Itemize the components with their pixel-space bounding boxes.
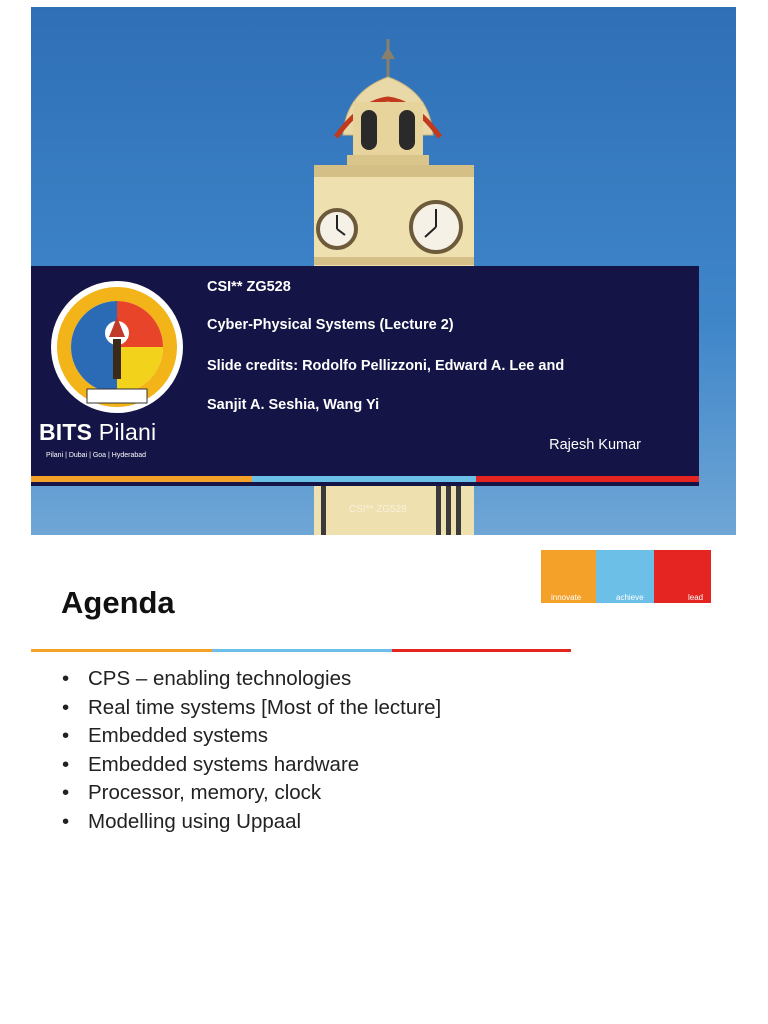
bullet-icon: • <box>62 667 70 690</box>
agenda-list <box>62 665 441 836</box>
list-item <box>62 722 441 751</box>
list-item <box>62 808 441 837</box>
credits-line-2: Sanjit A. Seshia, Wang Yi <box>207 397 380 413</box>
agenda-title: Agenda <box>61 585 175 620</box>
agenda-line-blue <box>212 649 392 652</box>
agenda-line-red <box>392 649 571 652</box>
list-item-text: Modelling using Uppaal <box>88 809 302 833</box>
agenda-line-orange <box>31 649 212 652</box>
list-item-text: Real time systems [Most of the lecture] <box>88 695 442 719</box>
brand-bold: BITS <box>39 419 93 445</box>
tagline-lead-label: lead <box>688 593 704 602</box>
bullet-icon: • <box>62 781 70 804</box>
list-item <box>62 751 441 780</box>
band-line-orange <box>31 476 252 482</box>
list-item <box>62 694 441 723</box>
tagline-lead <box>654 550 711 603</box>
tagline-achieve <box>596 550 654 603</box>
tagline-achieve-label: achieve <box>616 593 644 602</box>
list-item-text: Embedded systems hardware <box>88 752 360 776</box>
bullet-icon: • <box>62 724 70 747</box>
tagline-innovate-label: innovate <box>551 593 582 602</box>
credits-line-1: Slide credits: Rodolfo Pellizzoni, Edward A. Lee and <box>207 358 565 374</box>
list-item-text: CPS – enabling technologies <box>88 667 352 690</box>
slide-footer: CSI** ZG528 <box>349 504 407 515</box>
course-title: Cyber-Physical Systems (Lecture 2) <box>207 317 454 333</box>
tagline-banner <box>541 550 711 603</box>
band-line-blue <box>252 476 476 482</box>
brand-campuses: Pilani | Dubai | Goa | Hyderabad <box>46 452 147 459</box>
bullet-icon: • <box>62 752 70 776</box>
author-name: Rajesh Kumar <box>549 437 641 453</box>
brand-name <box>39 419 156 446</box>
band-line-red <box>476 476 699 482</box>
list-item-text: Processor, memory, clock <box>88 781 322 804</box>
title-slide <box>31 7 736 535</box>
list-item-text: Embedded systems <box>88 724 269 747</box>
tagline-innovate <box>541 550 596 603</box>
bits-pilani-logo <box>47 277 187 417</box>
brand-light: Pilani <box>98 419 157 445</box>
list-item <box>62 665 441 694</box>
bullet-icon: • <box>62 695 70 719</box>
bullet-icon: • <box>62 809 70 833</box>
course-code: CSI** ZG528 <box>207 279 291 295</box>
list-item <box>62 779 441 808</box>
